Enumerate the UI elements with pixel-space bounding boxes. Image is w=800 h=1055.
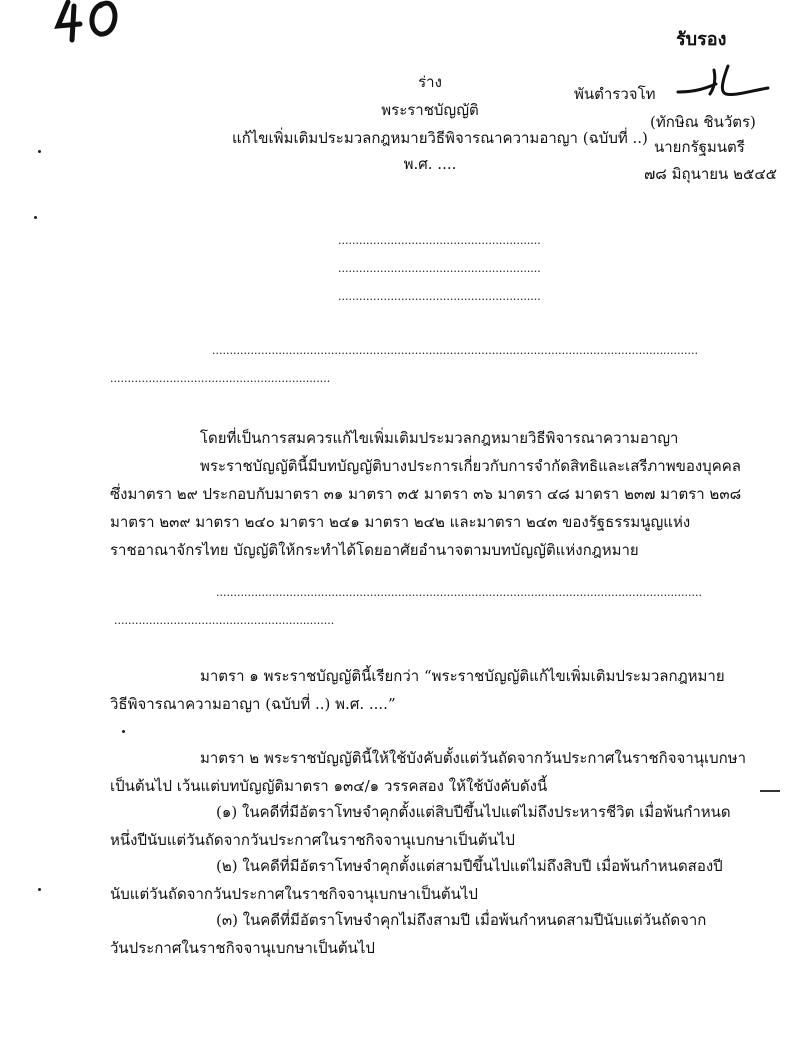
section-2-item-3-line-1: (๓) ในคดีที่มีอัตราโทษจำคุกไม่ถึงสามปี เมื่อพ้นกำหนดสามปีนับแต่วันถัดจาก bbox=[216, 911, 707, 929]
act-title: แก้ไขเพิ่มเติมประมวลกฎหมายวิธีพิจารณาความอาญา (ฉบับที่ ..) bbox=[232, 129, 648, 147]
preamble-line-5: ราชอาณาจักรไทย บัญญัติให้กระทำได้โดยอาศัยอำนาจตามบทบัญญัติแห่งกฎหมาย bbox=[110, 541, 639, 559]
section-1-line-2: วิธีพิจารณาความอาญา (ฉบับที่ ..) พ.ศ. ....” bbox=[110, 695, 396, 713]
preamble-line-3: ซึ่งมาตรา ๒๙ ประกอบกับมาตรา ๓๑ มาตรา ๓๕ มาตรา ๓๖ มาตรา ๔๘ มาตรา ๒๓๗ มาตรา ๒๓๘ bbox=[110, 485, 742, 503]
approval-rank: พันตำรวจโท bbox=[574, 85, 656, 103]
section-1-line-1: มาตรา ๑ พระราชบัญญัตินี้เรียกว่า “พระราชบัญญัติแก้ไขเพิ่มเติมประมวลกฎหมาย bbox=[200, 667, 725, 685]
dotted-line-5: ............................................................... bbox=[110, 372, 331, 385]
act-year: พ.ศ. .... bbox=[403, 155, 457, 173]
dotted-line-1: .......................................................... bbox=[338, 234, 541, 247]
act-type: พระราชบัญญัติ bbox=[381, 101, 479, 119]
approval-position: นายกรัฐมนตรี bbox=[654, 138, 745, 156]
approval-label: รับรอง bbox=[676, 29, 727, 50]
approval-name: (ทักษิณ ชินวัตร) bbox=[650, 113, 756, 131]
dotted-line-3: .......................................................... bbox=[338, 290, 541, 303]
margin-dash bbox=[760, 790, 780, 792]
dotted-line-6: ........................................................................................................................................... bbox=[216, 586, 703, 599]
section-2-item-1-line-1: (๑) ในคดีที่มีอัตราโทษจำคุกตั้งแต่สิบปีขึ้นไปแต่ไม่ถึงประหารชีวิต เมื่อพ้นกำหนด bbox=[216, 803, 731, 821]
section-2-line-2: เป็นต้นไป เว้นแต่บทบัญญัติมาตรา ๑๓๔/๑ วรรคสอง ให้ใช้บังคับดังนี้ bbox=[110, 777, 548, 795]
scan-speck bbox=[34, 216, 37, 219]
approval-date: ๗๘ มิถุนายน ๒๕๔๕ bbox=[644, 165, 778, 183]
draft-label: ร่าง bbox=[418, 73, 442, 91]
preamble-line-2: พระราชบัญญัตินี้มีบทบัญญัติบางประการเกี่ยวกับการจำกัดสิทธิและเสรีภาพของบุคคล bbox=[200, 457, 741, 475]
preamble-line-1: โดยที่เป็นการสมควรแก้ไขเพิ่มเติมประมวลกฎหมายวิธีพิจารณาความอาญา bbox=[200, 429, 679, 447]
scan-speck bbox=[122, 730, 125, 733]
section-2-item-2-line-2: นับแต่วันถัดจากวันประกาศในราชกิจจานุเบกษาเป็นต้นไป bbox=[110, 885, 478, 903]
section-2-item-2-line-1: (๒) ในคดีที่มีอัตราโทษจำคุกตั้งแต่สามปีขึ้นไปแต่ไม่ถึงสิบปี เมื่อพ้นกำหนดสองปี bbox=[216, 857, 723, 875]
dotted-line-4: ........................................................................................................................................... bbox=[212, 344, 699, 357]
scan-speck bbox=[38, 150, 41, 153]
section-2-line-1: มาตรา ๒ พระราชบัญญัตินี้ให้ใช้บังคับตั้งแต่วันถัดจากวันประกาศในราชกิจจานุเบกษา bbox=[200, 749, 747, 767]
section-2-item-1-line-2: หนึ่งปีนับแต่วันถัดจากวันประกาศในราชกิจจานุเบกษาเป็นต้นไป bbox=[110, 831, 515, 849]
scan-speck bbox=[38, 888, 41, 891]
preamble-line-4: มาตรา ๒๓๙ มาตรา ๒๔๐ มาตรา ๒๔๑ มาตรา ๒๔๒ และมาตรา ๒๔๓ ของรัฐธรรมนูญแห่ง bbox=[110, 513, 691, 531]
section-2-item-3-line-2: วันประกาศในราชกิจจานุเบกษาเป็นต้นไป bbox=[110, 939, 375, 957]
handwritten-number-40 bbox=[50, 0, 130, 45]
dotted-line-2: .......................................................... bbox=[338, 262, 541, 275]
dotted-line-7: ............................................................... bbox=[114, 614, 335, 627]
signature-mark bbox=[676, 62, 776, 102]
